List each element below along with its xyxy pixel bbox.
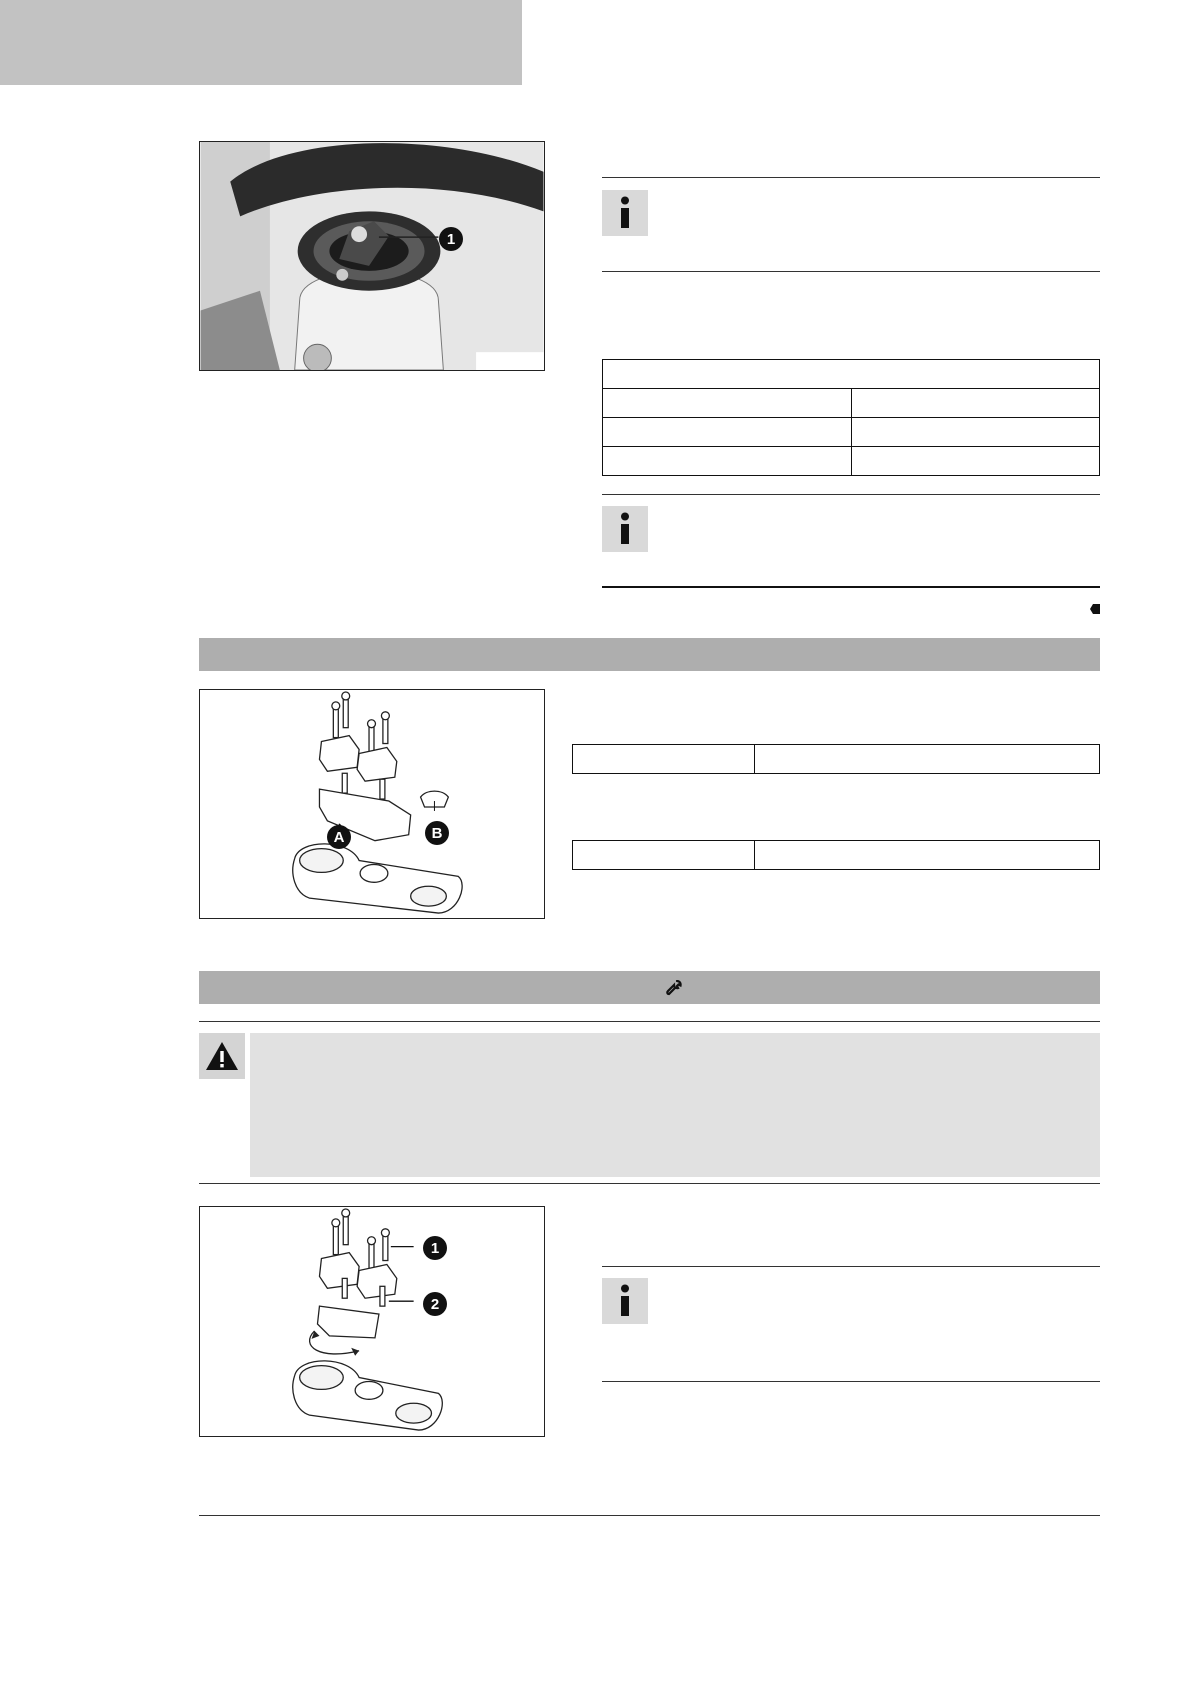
page-bottom-rule [199,1515,1100,1516]
info-icon [602,190,648,236]
callout-b-badge [424,820,450,846]
fork-cap-photo [199,141,545,371]
header-tab [0,0,522,85]
table-cell [603,418,852,447]
callout-1-label: 1 [446,231,456,248]
table-row [603,360,1100,389]
warning-triangle-icon [199,1033,245,1079]
table-row [603,447,1100,476]
callout-2-badge [422,1291,448,1317]
callout-1-label: 1 [430,1240,440,1257]
info-box-1-bottom-rule [602,271,1100,272]
spec-table-2 [572,744,1100,774]
table-cell [573,745,755,774]
clamp-rotate-diagram [199,1206,545,1437]
spec-table-3 [572,840,1100,870]
callout-2-label: 2 [430,1296,440,1313]
table-cell [603,447,852,476]
table-cell [851,418,1100,447]
info-box-2-bottom-rule [602,586,1100,588]
info-box-3-bottom-rule [602,1381,1100,1382]
info-icon [602,1278,648,1324]
callout-a-label: A [333,829,345,846]
table-row [573,745,1100,774]
callout-1-badge [438,226,464,252]
section-header-bar-work [199,971,1100,1004]
warning-bottom-rule [199,1183,1100,1184]
callout-b-label: B [431,825,443,842]
table-row [603,389,1100,418]
spec-table-1 [602,359,1100,476]
info-icon [602,506,648,552]
info-box-1-top-rule [602,177,1100,178]
table-cell [851,389,1100,418]
info-box-2-top-rule [602,494,1100,495]
section-header-bar [199,638,1100,671]
table-cell [851,447,1100,476]
table-cell [603,389,852,418]
table-cell [754,841,1099,870]
table-cell [573,841,755,870]
clamp-exploded-diagram [199,689,545,919]
callout-1-badge [422,1235,448,1261]
table-cell [603,360,1100,389]
callout-a-badge [326,824,352,850]
end-marker-icon [1090,601,1100,611]
warning-top-rule [199,1021,1100,1022]
wrench-icon [666,980,682,996]
table-row [603,418,1100,447]
table-row [573,841,1100,870]
info-box-3-top-rule [602,1266,1100,1267]
table-cell [754,745,1099,774]
warning-panel [250,1033,1100,1177]
